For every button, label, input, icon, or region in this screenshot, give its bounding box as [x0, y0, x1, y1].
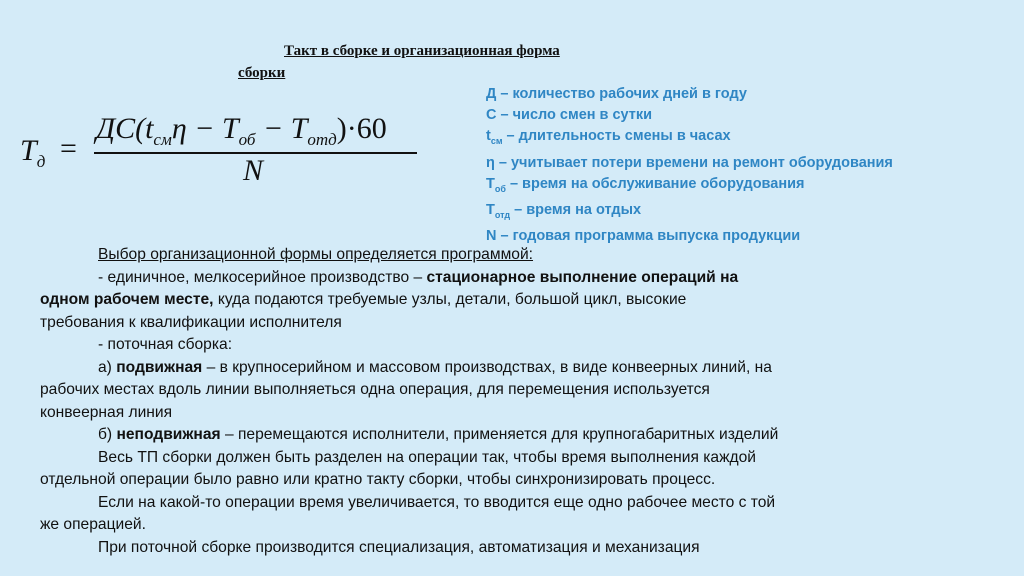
- text-run: а): [98, 358, 117, 376]
- legend-text: – время на обслуживание оборудования: [505, 175, 805, 192]
- title-line-2: сборки: [238, 65, 286, 81]
- legend-symbol: Т: [486, 175, 495, 192]
- formula-num-sub-3: отд: [307, 130, 337, 149]
- legend-symbol: Д: [486, 86, 497, 102]
- text-run-bold: одном рабочем месте,: [40, 291, 214, 308]
- paragraph-line: Если на какой-то операции время увеличивается, то вводится еще одно рабочее место с той: [98, 493, 776, 511]
- text-run: куда подаются требуемые узлы, детали, большой цикл, высокие: [213, 291, 687, 308]
- text-run-bold: подвижная: [116, 358, 203, 376]
- formula-num-part-4: )·60: [336, 112, 387, 145]
- text-run-bold: стационарное выполнение операций на: [426, 268, 739, 286]
- legend-subscript: см: [490, 136, 503, 147]
- paragraph-line: [40, 267, 1000, 290]
- paragraph-line: [40, 424, 1000, 447]
- text-run-bold: неподвижная: [116, 426, 221, 443]
- paragraph-line: - поточная сборка:: [98, 336, 233, 353]
- legend-subscript: отд: [494, 209, 511, 220]
- paragraph-line: Весь ТП сборки должен быть разделен на операции так, чтобы время выполнения каждой: [98, 448, 757, 466]
- legend-symbol: t: [486, 128, 491, 145]
- formula-equals: =: [60, 132, 77, 165]
- legend-text: – длительность смены в часах: [502, 128, 731, 145]
- formula-lhs: [20, 134, 45, 172]
- text-run: – в крупносерийном и массовом производствах, в виде конвеерных линий, на: [202, 358, 772, 376]
- paragraph-line: рабочих местах вдоль линии выполняеться одна операция, для перемещения используется: [40, 381, 710, 398]
- legend-symbol: Т: [486, 201, 495, 218]
- legend-item: [486, 126, 1016, 152]
- paragraph-line: [40, 289, 1000, 312]
- formula-legend: [486, 84, 1016, 247]
- formula-num-part-2: η − T: [171, 112, 239, 145]
- paragraph-line: же операцией.: [40, 516, 146, 533]
- legend-symbol: η: [486, 154, 495, 171]
- title-line-1: Такт в сборке и организационная форма: [284, 43, 560, 59]
- paragraph-line: [40, 357, 1000, 380]
- text-run: - единичное, мелкосерийное производство –: [98, 268, 427, 286]
- slide-title: [238, 40, 678, 84]
- legend-symbol: N: [486, 227, 497, 244]
- formula-lhs-sub: д: [36, 152, 46, 171]
- text-run: б): [98, 426, 117, 443]
- paragraph-line: отдельной операции было равно или кратно такту сборки, чтобы синхронизировать процесс.: [40, 471, 716, 488]
- formula-num-part-3: − T: [255, 112, 308, 145]
- paragraph-intro: Выбор организационной формы определяется программой:: [98, 246, 534, 263]
- legend-text: – время на отдых: [510, 201, 642, 218]
- legend-text: – годовая программа выпуска продукции: [496, 227, 801, 244]
- legend-item: [486, 105, 1016, 126]
- formula-num-sub-2: об: [238, 130, 256, 149]
- paragraph-line: конвеерная линия: [40, 403, 173, 421]
- legend-text: – количество рабочих дней в году: [496, 86, 747, 102]
- formula-numerator: [96, 112, 387, 150]
- formula-num-part-1: ДС(t: [96, 112, 154, 145]
- legend-item: [486, 84, 1016, 105]
- legend-text: – число смен в сутки: [496, 107, 653, 124]
- text-run: – перемещаются исполнители, применяется для крупногабаритных изделий: [220, 426, 779, 443]
- legend-subscript: об: [494, 183, 506, 194]
- body-text: [40, 244, 1000, 559]
- legend-symbol: С: [486, 107, 497, 124]
- takt-formula: [18, 112, 418, 192]
- legend-item: [486, 174, 1016, 200]
- legend-item: [486, 153, 1016, 174]
- paragraph-line: требования к квалификации исполнителя: [40, 313, 342, 331]
- formula-denominator: N: [243, 154, 264, 187]
- formula-lhs-symbol: T: [20, 134, 37, 167]
- paragraph-line: При поточной сборке производится специализация, автоматизация и механизация: [98, 538, 700, 556]
- legend-text: – учитывает потери времени на ремонт оборудования: [494, 154, 893, 171]
- formula-num-sub-1: см: [153, 130, 172, 149]
- legend-item: [486, 200, 1016, 226]
